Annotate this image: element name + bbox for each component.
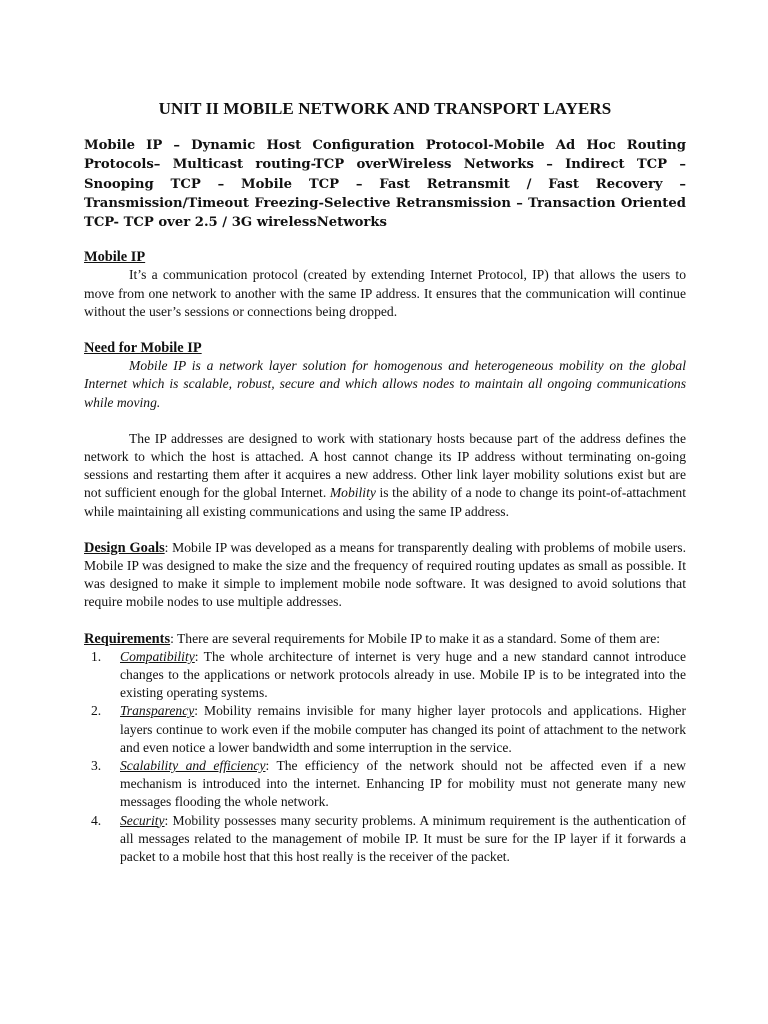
- list-item-text: : Mobility possesses many security problems. A minimum requirement is the authentication of all messages related to the management of mobile IP. It must be sure for the IP layer if it forwards a packet to a mobile host that this host really is the receiver of the packet.: [120, 812, 686, 864]
- spacer: [84, 612, 686, 630]
- list-item: [91, 648, 686, 703]
- list-item: [91, 812, 686, 867]
- list-item-number: 2.: [91, 703, 102, 719]
- list-item-term: Scalability and efficiency: [120, 757, 266, 773]
- list-item-term: Security: [120, 812, 165, 828]
- spacer: [84, 321, 686, 339]
- need-paragraph-part2: is the ability of a node to change its point-of-attachment while maintaining all existing communications and using the same IP address.: [84, 485, 686, 519]
- need-italic-paragraph: Mobile IP is a network layer solution for homogenous and heterogeneous mobility on the global Internet which is scalable, robust, secure and which allows nodes to maintain all ongoing communications while moving.: [84, 358, 686, 410]
- list-item-term: Compatibility: [120, 648, 195, 664]
- list-item-number: 3.: [91, 757, 102, 773]
- requirements-intro: [84, 630, 686, 648]
- section-heading-requirements: Requirements: [84, 630, 171, 647]
- section-need-for-mobile-ip: [84, 339, 686, 521]
- mobile-ip-definition: It’s a communication protocol (created by extending Internet Protocol, IP) that allows the users to move from one network to another with the same IP address. It ensures that the communication will continue without the user’s sessions or connections being dropped.: [84, 267, 686, 319]
- section-heading-mobile-ip: Mobile IP: [84, 249, 146, 266]
- list-item-term: Transparency: [120, 703, 195, 719]
- section-heading-need: Need for Mobile IP: [84, 340, 202, 357]
- requirements-list: [84, 648, 686, 866]
- spacer: [84, 412, 686, 430]
- unit-topics: Mobile IP – Dynamic Host Configuration Protocol-Mobile Ad Hoc Routing Protocols– Multicast routing-TCP overWireless Networks – Indirect TCP – Snooping TCP – Mobile TCP – Fast Retransmit / Fast Recovery –Transmission/Timeout Freezing-Selective Retransmission – Transaction Oriented TCP- TCP over 2.5 / 3G wirelessNetworks: [84, 138, 686, 231]
- design-goals-body: : Mobile IP was developed as a means for transparently dealing with problems of mobile users. Mobile IP was designed to make the size and the frequency of required routing updates as small as possible. It was designed to make it simple to implement mobile node software. It was designed to avoid solutions that require mobile nodes to use multiple addresses.: [84, 539, 686, 610]
- list-item: [91, 702, 686, 757]
- page-title: UNIT II MOBILE NETWORK AND TRANSPORT LAYERS: [158, 99, 612, 118]
- list-item-number: 4.: [91, 812, 102, 828]
- need-paragraph: [84, 430, 686, 521]
- requirements-intro-text: : There are several requirements for Mobile IP to make it as a standard. Some of them are:: [170, 630, 661, 646]
- mobility-term: Mobility: [329, 485, 376, 501]
- need-paragraph-part1: The IP addresses are designed to work with stationary hosts because part of the address defines the network to which the host is attached. A host cannot change its IP address without terminating on-going sessions and restarting them after it acquires a new address. Other link layer mobility solutions exist but are not sufficient enough for the global Internet.: [84, 430, 686, 501]
- list-item-text: : Mobility remains invisible for many higher layer protocols and applications. Higher layers continue to work even if the mobile computer has changed its point of attachment to the network and even notice a lower bandwidth and some interruption in the service.: [120, 703, 686, 755]
- list-item-number: 1.: [91, 648, 102, 664]
- section-design-goals: [84, 539, 686, 612]
- design-goals-paragraph: [84, 539, 686, 612]
- spacer: [84, 521, 686, 539]
- list-item-text: : The efficiency of the network should not be affected even if a new mechanism is introduced into the internet. Enhancing IP for mobility must not generate many new messages flooding the whole network.: [120, 757, 686, 810]
- section-heading-design-goals: Design Goals: [84, 539, 165, 556]
- section-requirements: [84, 630, 686, 867]
- section-mobile-ip: [84, 248, 686, 321]
- list-item-text: : The whole architecture of internet is very huge and a new standard cannot introduce changes to the applications or network protocols already in use. Mobile IP is to be integrated into the existing operating systems.: [120, 648, 686, 701]
- list-item: [91, 757, 686, 812]
